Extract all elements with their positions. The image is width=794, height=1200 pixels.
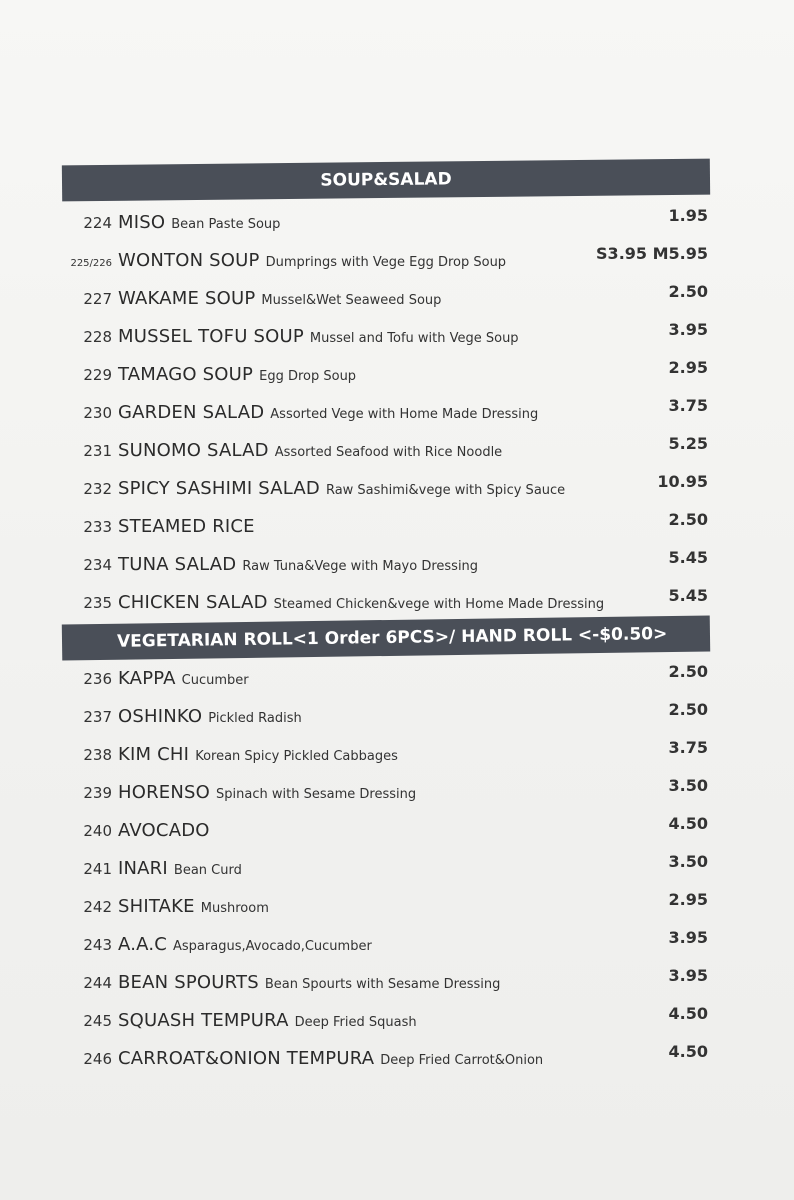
item-number: 239 xyxy=(83,784,112,802)
item-price: 2.50 xyxy=(668,662,708,681)
item-number: 244 xyxy=(83,974,112,992)
item-price: 3.75 xyxy=(668,738,708,757)
menu-item xyxy=(62,586,710,620)
item-price: 2.50 xyxy=(668,510,708,529)
item-number: 243 xyxy=(83,936,112,954)
item-price: 3.50 xyxy=(668,852,708,871)
item-description: Bean Curd xyxy=(173,863,242,878)
menu-item xyxy=(62,548,710,582)
item-description: Steamed Chicken&vege with Home Made Dressing xyxy=(273,597,605,612)
item-price: 3.50 xyxy=(668,776,708,795)
item-description: Asparagus,Avocado,Cucumber xyxy=(173,939,372,954)
item-name: CARROAT&ONION TEMPURA xyxy=(118,1048,375,1069)
item-price: 4.50 xyxy=(668,814,708,833)
item-number: 230 xyxy=(83,404,112,422)
item-description: Mushroom xyxy=(200,901,269,916)
item-price: 3.95 xyxy=(668,320,708,339)
menu-item xyxy=(62,282,710,316)
item-number: 234 xyxy=(83,556,112,574)
item-price: 3.95 xyxy=(668,928,708,947)
item-name: OSHINKO xyxy=(118,706,203,727)
menu-item xyxy=(62,244,710,278)
item-name: WONTON SOUP xyxy=(118,250,260,271)
item-name: SUNOMO SALAD xyxy=(118,440,269,461)
item-description: Raw Tuna&Vege with Mayo Dressing xyxy=(242,559,479,574)
item-name: STEAMED RICE xyxy=(118,516,255,537)
item-number: 241 xyxy=(83,860,112,878)
item-number: 236 xyxy=(83,670,112,688)
item-name: SQUASH TEMPURA xyxy=(118,1010,289,1031)
item-name: HORENSO xyxy=(118,782,211,803)
menu-item xyxy=(62,434,710,468)
item-description: Dumprings with Vege Egg Drop Soup xyxy=(265,255,507,270)
menu-item xyxy=(62,814,710,848)
item-name: SPICY SASHIMI SALAD xyxy=(118,478,320,499)
item-number: 238 xyxy=(83,746,112,764)
item-price: 2.50 xyxy=(668,700,708,719)
item-description: Assorted Vege with Home Made Dressing xyxy=(270,407,539,422)
item-name: CHICKEN SALAD xyxy=(118,592,268,613)
menu-item xyxy=(62,928,710,962)
menu-item xyxy=(62,206,710,240)
menu-item xyxy=(62,738,710,772)
item-number: 235 xyxy=(83,594,112,612)
item-name: BEAN SPOURTS xyxy=(118,972,259,993)
section-title: SOUP&SALAD xyxy=(320,169,452,191)
menu-item xyxy=(62,1042,710,1076)
item-name: KIM CHI xyxy=(118,744,190,765)
item-number: 242 xyxy=(83,898,112,916)
menu-item xyxy=(62,396,710,430)
item-number: 233 xyxy=(83,518,112,536)
section-header-soup-salad xyxy=(62,159,710,202)
item-name: GARDEN SALAD xyxy=(118,402,265,423)
item-price: 1.95 xyxy=(668,206,708,225)
item-number: 228 xyxy=(83,328,112,346)
item-number: 227 xyxy=(83,290,112,308)
item-description: Spinach with Sesame Dressing xyxy=(216,787,417,802)
menu-item xyxy=(62,358,710,392)
menu-item xyxy=(62,510,710,544)
item-description: Deep Fried Carrot&Onion xyxy=(380,1053,544,1068)
item-price: 2.95 xyxy=(668,358,708,377)
item-description: Raw Sashimi&vege with Spicy Sauce xyxy=(325,483,566,498)
item-name: KAPPA xyxy=(118,668,176,689)
item-description: Cucumber xyxy=(181,673,249,688)
item-price: 3.95 xyxy=(668,966,708,985)
item-number: 225/226 xyxy=(70,258,112,269)
item-number: 224 xyxy=(83,214,112,232)
menu-item xyxy=(62,472,710,506)
item-price: 4.50 xyxy=(668,1004,708,1023)
item-number: 231 xyxy=(83,442,112,460)
item-name: AVOCADO xyxy=(118,820,210,841)
item-number: 246 xyxy=(83,1050,112,1068)
menu-item xyxy=(62,852,710,886)
item-description: Deep Fried Squash xyxy=(294,1015,417,1030)
menu-item xyxy=(62,1004,710,1038)
item-description: Mussel and Tofu with Vege Soup xyxy=(309,331,519,346)
item-name: SHITAKE xyxy=(118,896,195,917)
menu-item xyxy=(62,320,710,354)
item-name: MISO xyxy=(118,212,166,233)
item-description: Korean Spicy Pickled Cabbages xyxy=(195,749,398,764)
item-price: 2.50 xyxy=(668,282,708,301)
item-description: Bean Paste Soup xyxy=(171,217,281,232)
item-price: 5.45 xyxy=(668,586,708,605)
item-name: TAMAGO SOUP xyxy=(118,364,254,385)
item-name: WAKAME SOUP xyxy=(118,288,256,309)
menu-item xyxy=(62,700,710,734)
menu-item xyxy=(62,966,710,1000)
item-description: Egg Drop Soup xyxy=(259,369,357,384)
item-name: A.A.C xyxy=(118,934,168,955)
item-price: 4.50 xyxy=(668,1042,708,1061)
item-price: 3.75 xyxy=(668,396,708,415)
menu-item xyxy=(62,890,710,924)
item-name: INARI xyxy=(118,858,168,879)
section-header-vegetarian-roll xyxy=(62,615,710,660)
item-description: Bean Spourts with Sesame Dressing xyxy=(264,977,501,992)
item-name: MUSSEL TOFU SOUP xyxy=(118,326,304,347)
item-price: 10.95 xyxy=(657,472,708,491)
menu-item xyxy=(62,776,710,810)
item-name: TUNA SALAD xyxy=(118,554,237,575)
item-price: 5.25 xyxy=(668,434,708,453)
item-number: 232 xyxy=(83,480,112,498)
section-title: VEGETARIAN ROLL<1 Order 6PCS>/ HAND ROLL <-$0.50> xyxy=(116,624,668,652)
item-price: S3.95 M5.95 xyxy=(596,244,708,263)
item-description: Assorted Seafood with Rice Noodle xyxy=(274,445,503,460)
item-number: 229 xyxy=(83,366,112,384)
item-description: Pickled Radish xyxy=(208,711,302,726)
menu-item xyxy=(62,662,710,696)
item-price: 5.45 xyxy=(668,548,708,567)
item-price: 2.95 xyxy=(668,890,708,909)
item-number: 245 xyxy=(83,1012,112,1030)
item-number: 240 xyxy=(83,822,112,840)
item-number: 237 xyxy=(83,708,112,726)
item-description: Mussel&Wet Seaweed Soup xyxy=(261,293,442,308)
